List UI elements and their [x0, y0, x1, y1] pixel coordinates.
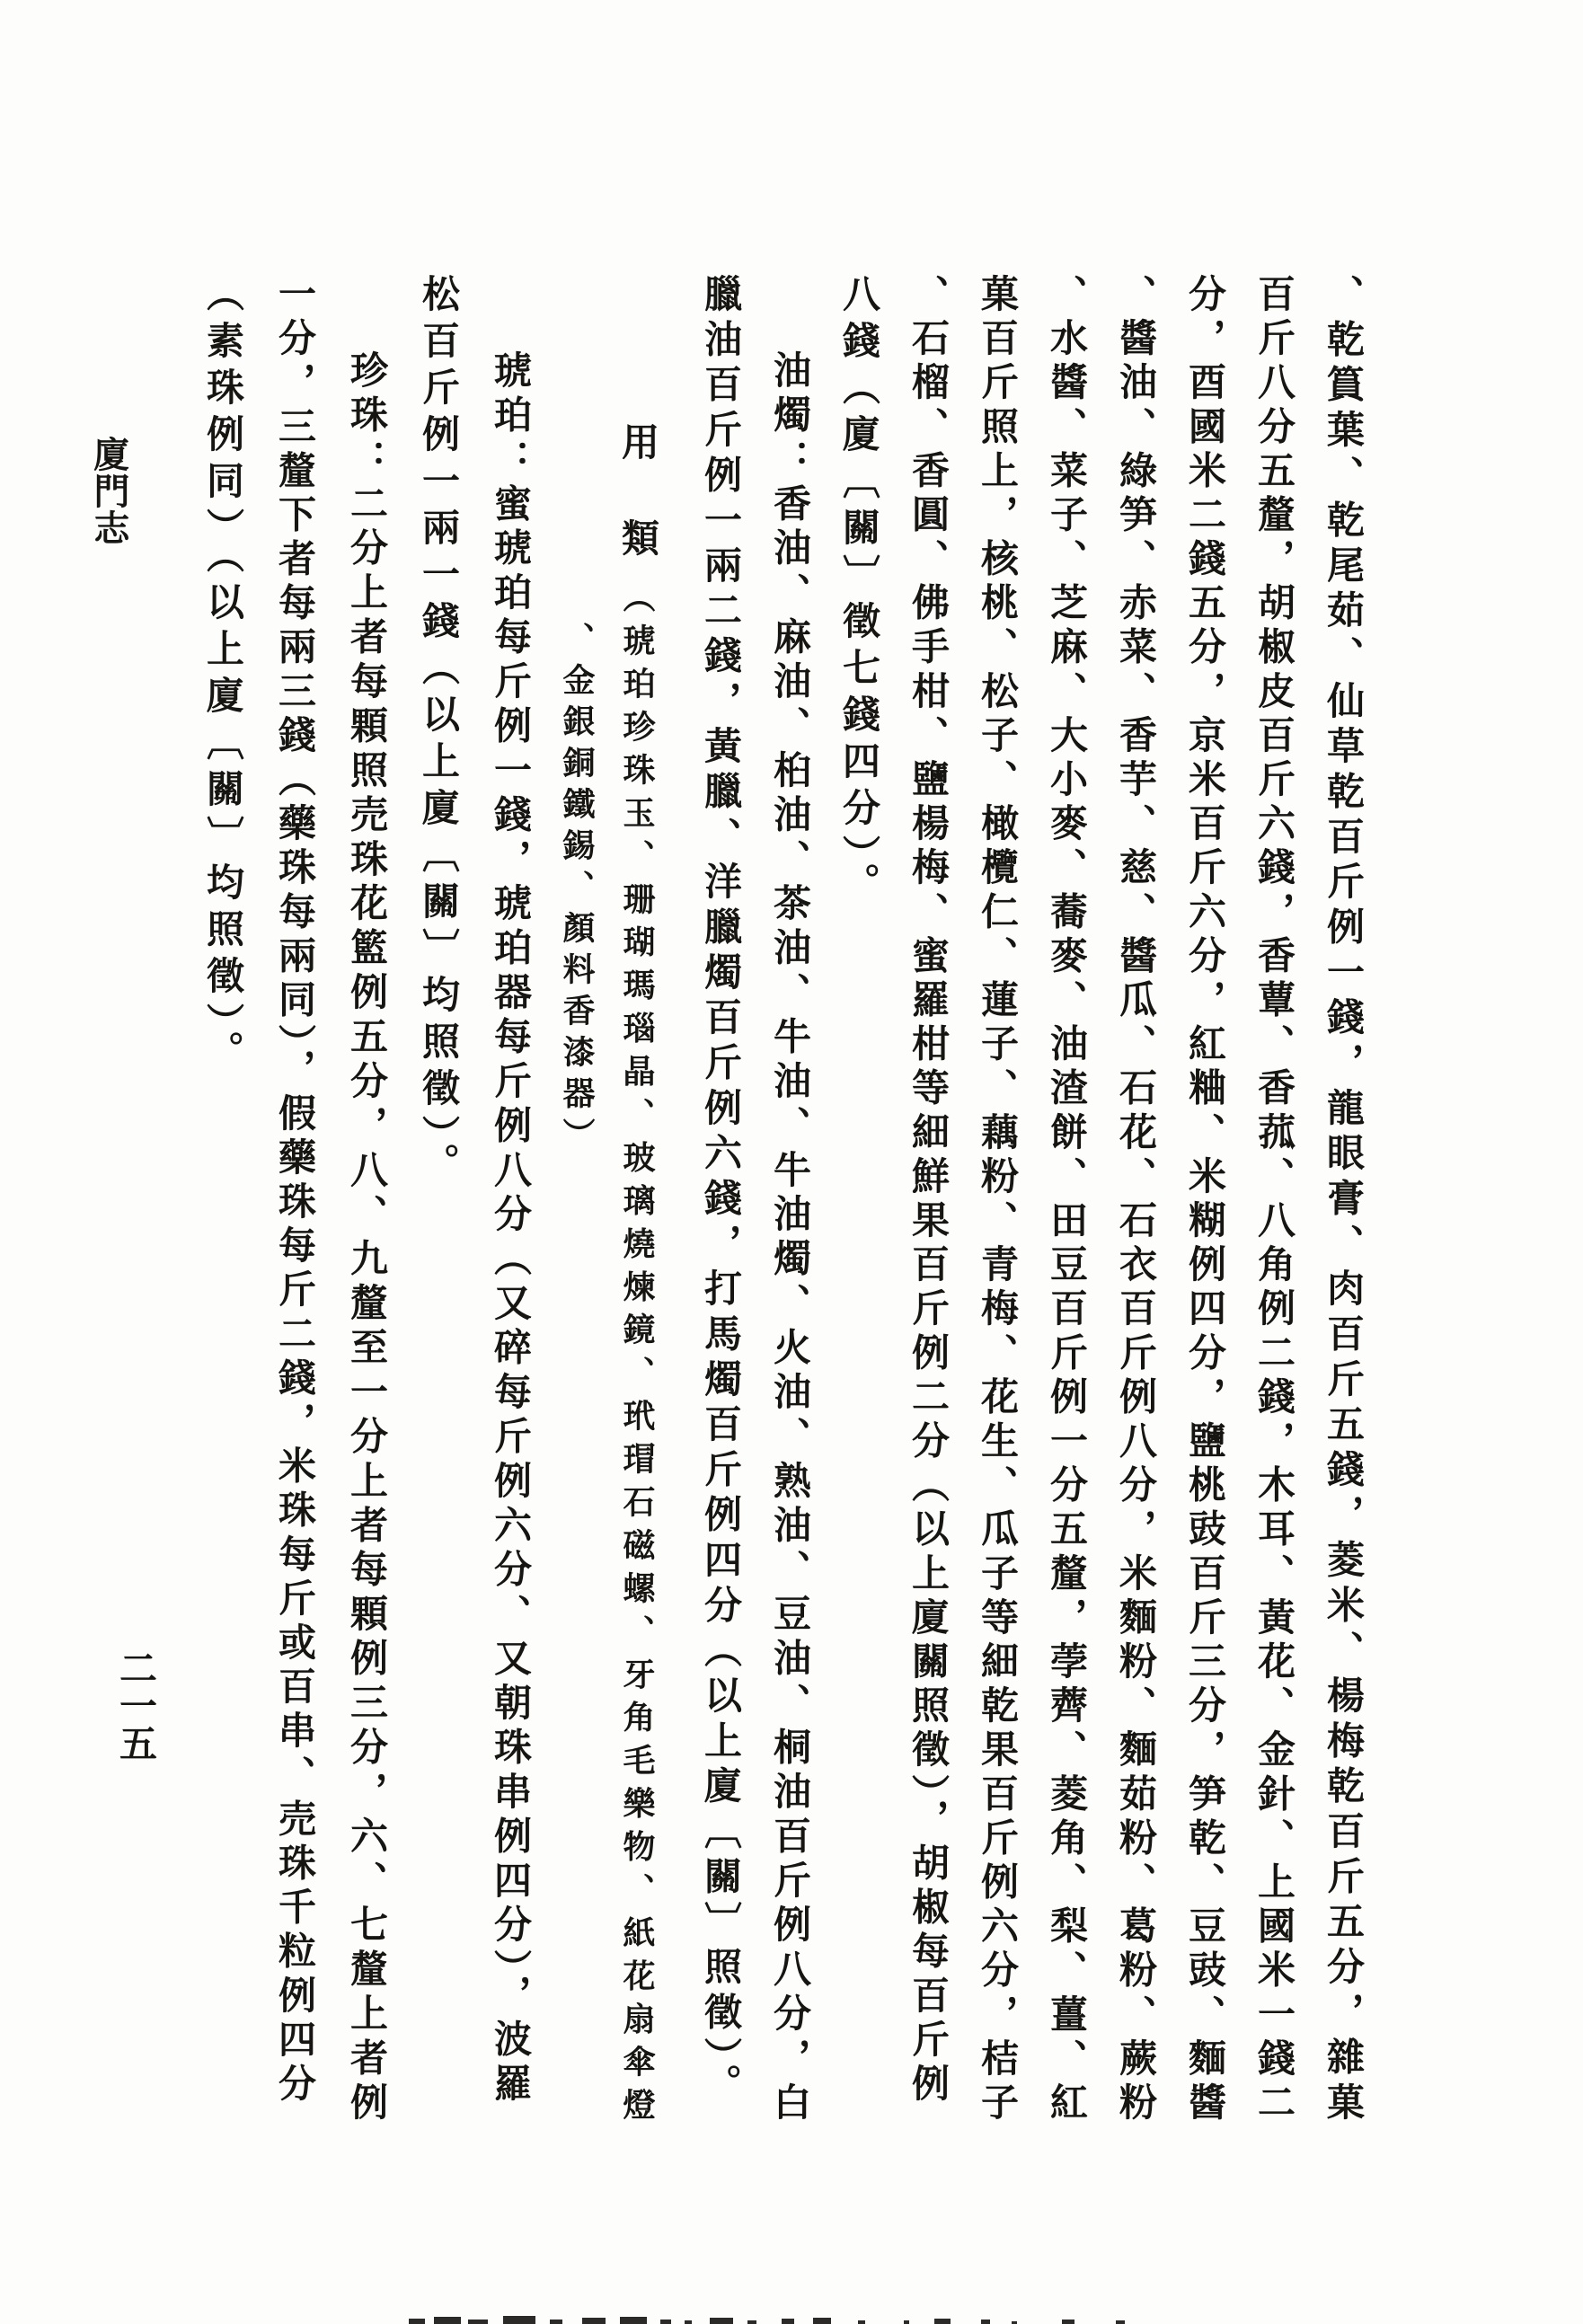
col-08: 八錢（廈〔關〕徵七錢四分）。: [837, 274, 879, 909]
col-06: 菓百斤照上，核桃、松子、橄欖仁、蓮子、藕粉、青梅、花生、瓜子等細乾果百斤例六分，桔子: [976, 274, 1017, 2127]
text-fragment-mark: [409, 2319, 425, 2324]
running-header-book-title: 廈門志: [89, 436, 129, 546]
text-fragment-mark: [434, 2317, 461, 2324]
text-fragment-mark: [782, 2319, 794, 2324]
text-fragment-mark: [934, 2319, 951, 2324]
text-fragment-mark: [904, 2320, 909, 2324]
text-fragment-mark: [503, 2316, 535, 2324]
text-fragment-mark: [858, 2320, 865, 2324]
col-13: 松百斤例一兩一錢（以上廈〔關〕均照徵）。: [417, 274, 458, 1189]
col-03: 分，酉國米二錢五分，京米百斤六分，紅粬、米糊例四分，鹽桃豉百斤三分，笋乾、豆豉、麵醬: [1183, 274, 1225, 2127]
col-09: 油燭：香油、麻油、桕油、茶油、牛油、牛油燭、火油、熟油、豆油、桐油百斤例八分，白: [768, 350, 809, 2127]
col-10: 臘油百斤例一兩二錢，黃臘、洋臘燭百斤例六錢，打馬燭百斤例四分（以上廈〔關〕照徵）。: [699, 274, 740, 2109]
text-fragment-mark: [1116, 2320, 1125, 2324]
col-12: 琥珀：蜜琥珀每斤例一錢，琥珀器每斤例八分（又碎每斤例六分、又朝珠串例四分），波羅: [489, 350, 530, 2108]
text-fragment-mark: [1062, 2320, 1074, 2324]
text-fragment-mark: [582, 2318, 606, 2324]
text-fragment-mark: [747, 2320, 756, 2324]
text-fragment-mark: [660, 2320, 671, 2324]
col-07: 、石榴、香圓、佛手柑、鹽楊梅、蜜羅柑等細鮮果百斤例二分（以上廈關照徵），胡椒每百斤例: [906, 274, 948, 2108]
col-14: 珍珠：二分上者每顆照売珠花籃例五分，八、九釐至一分上者每顆例三分，六、七釐上者例: [345, 350, 386, 2127]
col-11-note-left: 、金銀銅鐵錫、顏料香漆器）: [559, 622, 595, 1159]
text-fragment-mark: [468, 2320, 488, 2324]
col-01: 、乾篔葉、乾尾茹、仙草乾百斤例一錢，龍眼膏、肉百斤五錢，菱米、楊梅乾百斤五分，雜菓: [1322, 274, 1363, 2128]
text-fragment-mark: [685, 2320, 692, 2324]
col-11-note-right: （琥珀珍珠玉、珊瑚瑪瑙晶、玻璃燒煉鏡、玳瑁石磁螺、牙角毛樂物、紙花扇傘燈: [619, 580, 655, 2131]
text-fragment-mark: [550, 2320, 562, 2324]
page-number: 二一五: [114, 1648, 155, 1762]
text-fragment-mark: [981, 2320, 990, 2324]
col-16: （素珠例同）（以上廈〔關〕均照徵）。: [201, 274, 243, 1077]
col-04: 、醬油、綠笋、赤菜、香芋、慈、醬瓜、石花、石衣百斤例八分，米麵粉、麵茹粉、葛粉、蕨粉: [1114, 274, 1155, 2127]
text-fragment-mark: [620, 2317, 647, 2324]
text-fragment-mark: [710, 2318, 733, 2324]
text-fragment-mark: [813, 2318, 831, 2324]
col-05: 、水醬、菜子、芝麻、大小麥、蕎麥、油渣餅、田豆百斤例一分五釐，荸薺、菱角、梨、薑、紅: [1045, 274, 1086, 2127]
col-11-section-header: 用類: [616, 422, 658, 614]
col-02: 百斤八分五釐，胡椒皮百斤六錢，香蕈、香菰、八角例二錢，木耳、黃花、金針、上國米一錢二: [1252, 274, 1294, 2127]
col-15: 一分，三釐下者每兩三錢（藥珠每兩同），假藥珠每斤二錢，米珠每斤或百串、売珠千粒例四分: [273, 274, 314, 2108]
